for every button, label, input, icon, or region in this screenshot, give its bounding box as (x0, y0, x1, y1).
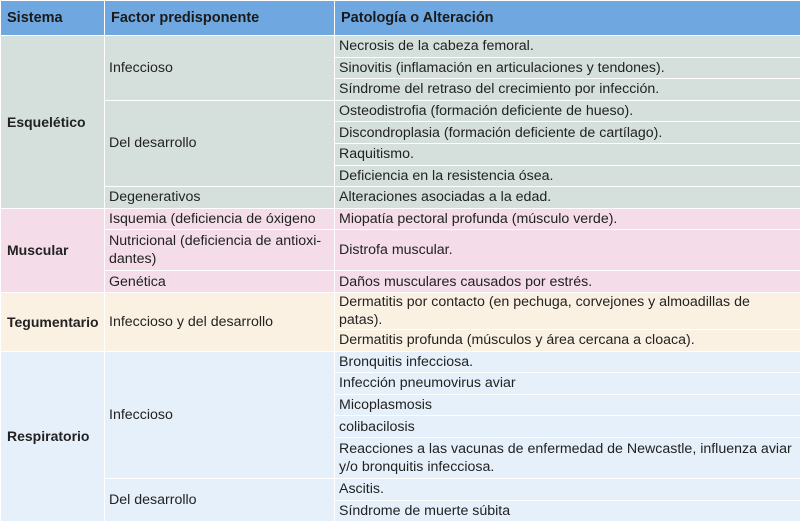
pathology-cell: Dermatitis por contacto (en pechuga, corvejones y almoadillas de patas). (335, 292, 800, 329)
pathology-cell: Reacciones a las vacunas de enfermedad de Newcastle, influenza aviar y/o bronquitis infecciosa. (335, 437, 800, 478)
header-row (1, 1, 800, 36)
table-row (1, 36, 800, 58)
system-cell: Esquelético (1, 36, 105, 209)
factor-cell: Del desarrollo (105, 100, 335, 186)
table-row (1, 187, 800, 209)
pathology-cell: Síndrome de muerte súbita (335, 500, 800, 522)
factor-cell: Del desarrollo (105, 478, 335, 521)
table-body (1, 36, 800, 522)
header-factor: Factor predisponente (105, 1, 335, 36)
system-cell: Respiratorio (1, 351, 105, 522)
pathology-cell: Daños musculares causados por estrés. (335, 271, 800, 293)
pathology-cell: Osteodistrofia (formación deficiente de hueso). (335, 100, 800, 122)
pathology-cell: Miopatía pectoral profunda (músculo verde). (335, 208, 800, 230)
pathology-cell: Distrofa muscular. (335, 230, 800, 271)
system-cell: Tegumentario (1, 292, 105, 351)
factor-cell: Nutricional (deficiencia de antioxi-dantes) (105, 230, 335, 271)
factor-cell: Infeccioso (105, 351, 335, 478)
pathology-cell: Síndrome del retraso del crecimiento por infección. (335, 79, 800, 101)
table-row (1, 208, 800, 230)
pathology-cell: Ascitis. (335, 478, 800, 500)
table-row (1, 271, 800, 293)
pathology-cell: Sinovitis (inflamación en articulaciones y tendones). (335, 57, 800, 79)
factor-cell: Infeccioso y del desarrollo (105, 292, 335, 351)
table-row (1, 100, 800, 122)
system-cell: Muscular (1, 208, 105, 292)
table-row (1, 292, 800, 329)
pathology-cell: Necrosis de la cabeza femoral. (335, 36, 800, 58)
factor-cell: Infeccioso (105, 36, 335, 101)
header-sistema: Sistema (1, 1, 105, 36)
header-patologia: Patología o Alteración (335, 1, 800, 36)
pathology-cell: Alteraciones asociadas a la edad. (335, 187, 800, 209)
pathology-cell: Dermatitis profunda (músculos y área cercana a cloaca). (335, 329, 800, 351)
table-row (1, 230, 800, 271)
factor-cell: Degenerativos (105, 187, 335, 209)
pathology-cell: Micoplasmosis (335, 394, 800, 416)
factor-cell: Isquemia (deficiencia de óxigeno (105, 208, 335, 230)
pathology-cell: Discondroplasia (formación deficiente de cartílago). (335, 122, 800, 144)
pathology-cell: Bronquitis infecciosa. (335, 351, 800, 373)
table-row (1, 478, 800, 500)
table-row (1, 351, 800, 373)
pathology-cell: Infección pneumovirus aviar (335, 373, 800, 395)
factor-cell: Genética (105, 271, 335, 293)
pathology-cell: Deficiencia en la resistencia ósea. (335, 165, 800, 187)
pathology-cell: Raquitismo. (335, 143, 800, 165)
pathology-cell: colibacilosis (335, 416, 800, 438)
